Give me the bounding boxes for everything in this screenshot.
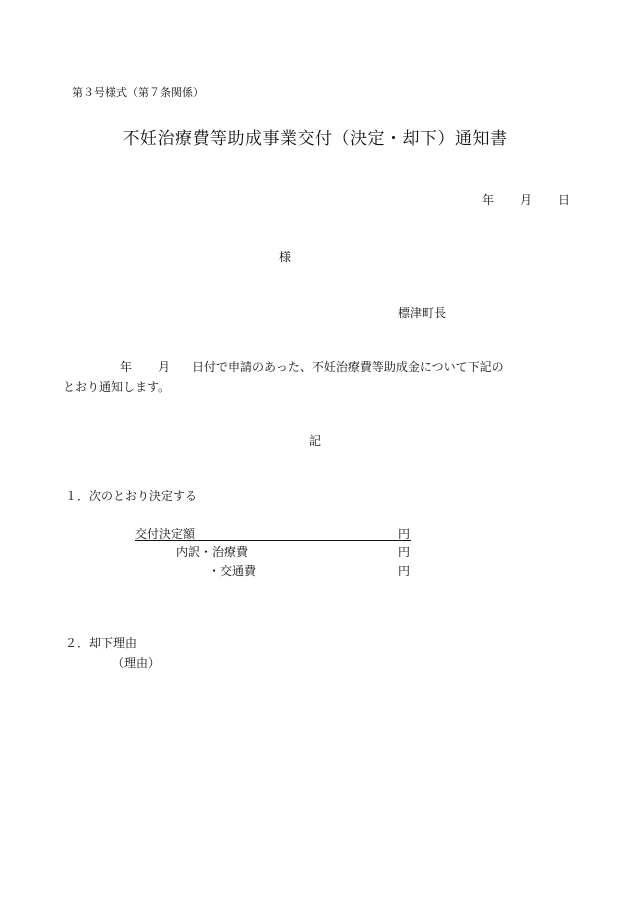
- section-1-heading: １．次のとおり決定する: [65, 489, 198, 503]
- treatment-yen: 円: [398, 545, 411, 559]
- recipient-honorific: 様: [279, 250, 292, 264]
- date-day-label: 日: [558, 193, 571, 207]
- breakdown-transport-label: ・交通費: [208, 564, 257, 578]
- body-text-rest: 日付で申請のあった、不妊治療費等助成金について下記の: [192, 360, 504, 374]
- section-2-heading: ２．却下理由: [65, 636, 138, 650]
- body-text-line-1: [120, 358, 504, 375]
- document-title: 不妊治療費等助成事業交付（決定・却下）通知書: [122, 129, 508, 149]
- body-year-label: 年: [120, 360, 133, 374]
- body-month-label: 月: [158, 360, 171, 374]
- amount-underline: [135, 540, 411, 541]
- transport-yen: 円: [398, 564, 411, 578]
- form-number: 第３号様式（第７条関係）: [72, 86, 204, 99]
- rejection-reason-label: （理由）: [112, 656, 161, 670]
- issuer-name: 標津町長: [398, 306, 447, 320]
- grant-amount-label: 交付決定額: [135, 527, 196, 541]
- grant-amount-yen: 円: [398, 527, 411, 541]
- body-text-line-2: とおり通知します。: [63, 380, 171, 394]
- breakdown-treatment-label: 内訳・治療費: [176, 545, 249, 559]
- date-month-label: 月: [520, 193, 533, 207]
- date-year-label: 年: [482, 193, 495, 207]
- ki-heading: 記: [309, 434, 322, 448]
- date-line: [482, 191, 570, 208]
